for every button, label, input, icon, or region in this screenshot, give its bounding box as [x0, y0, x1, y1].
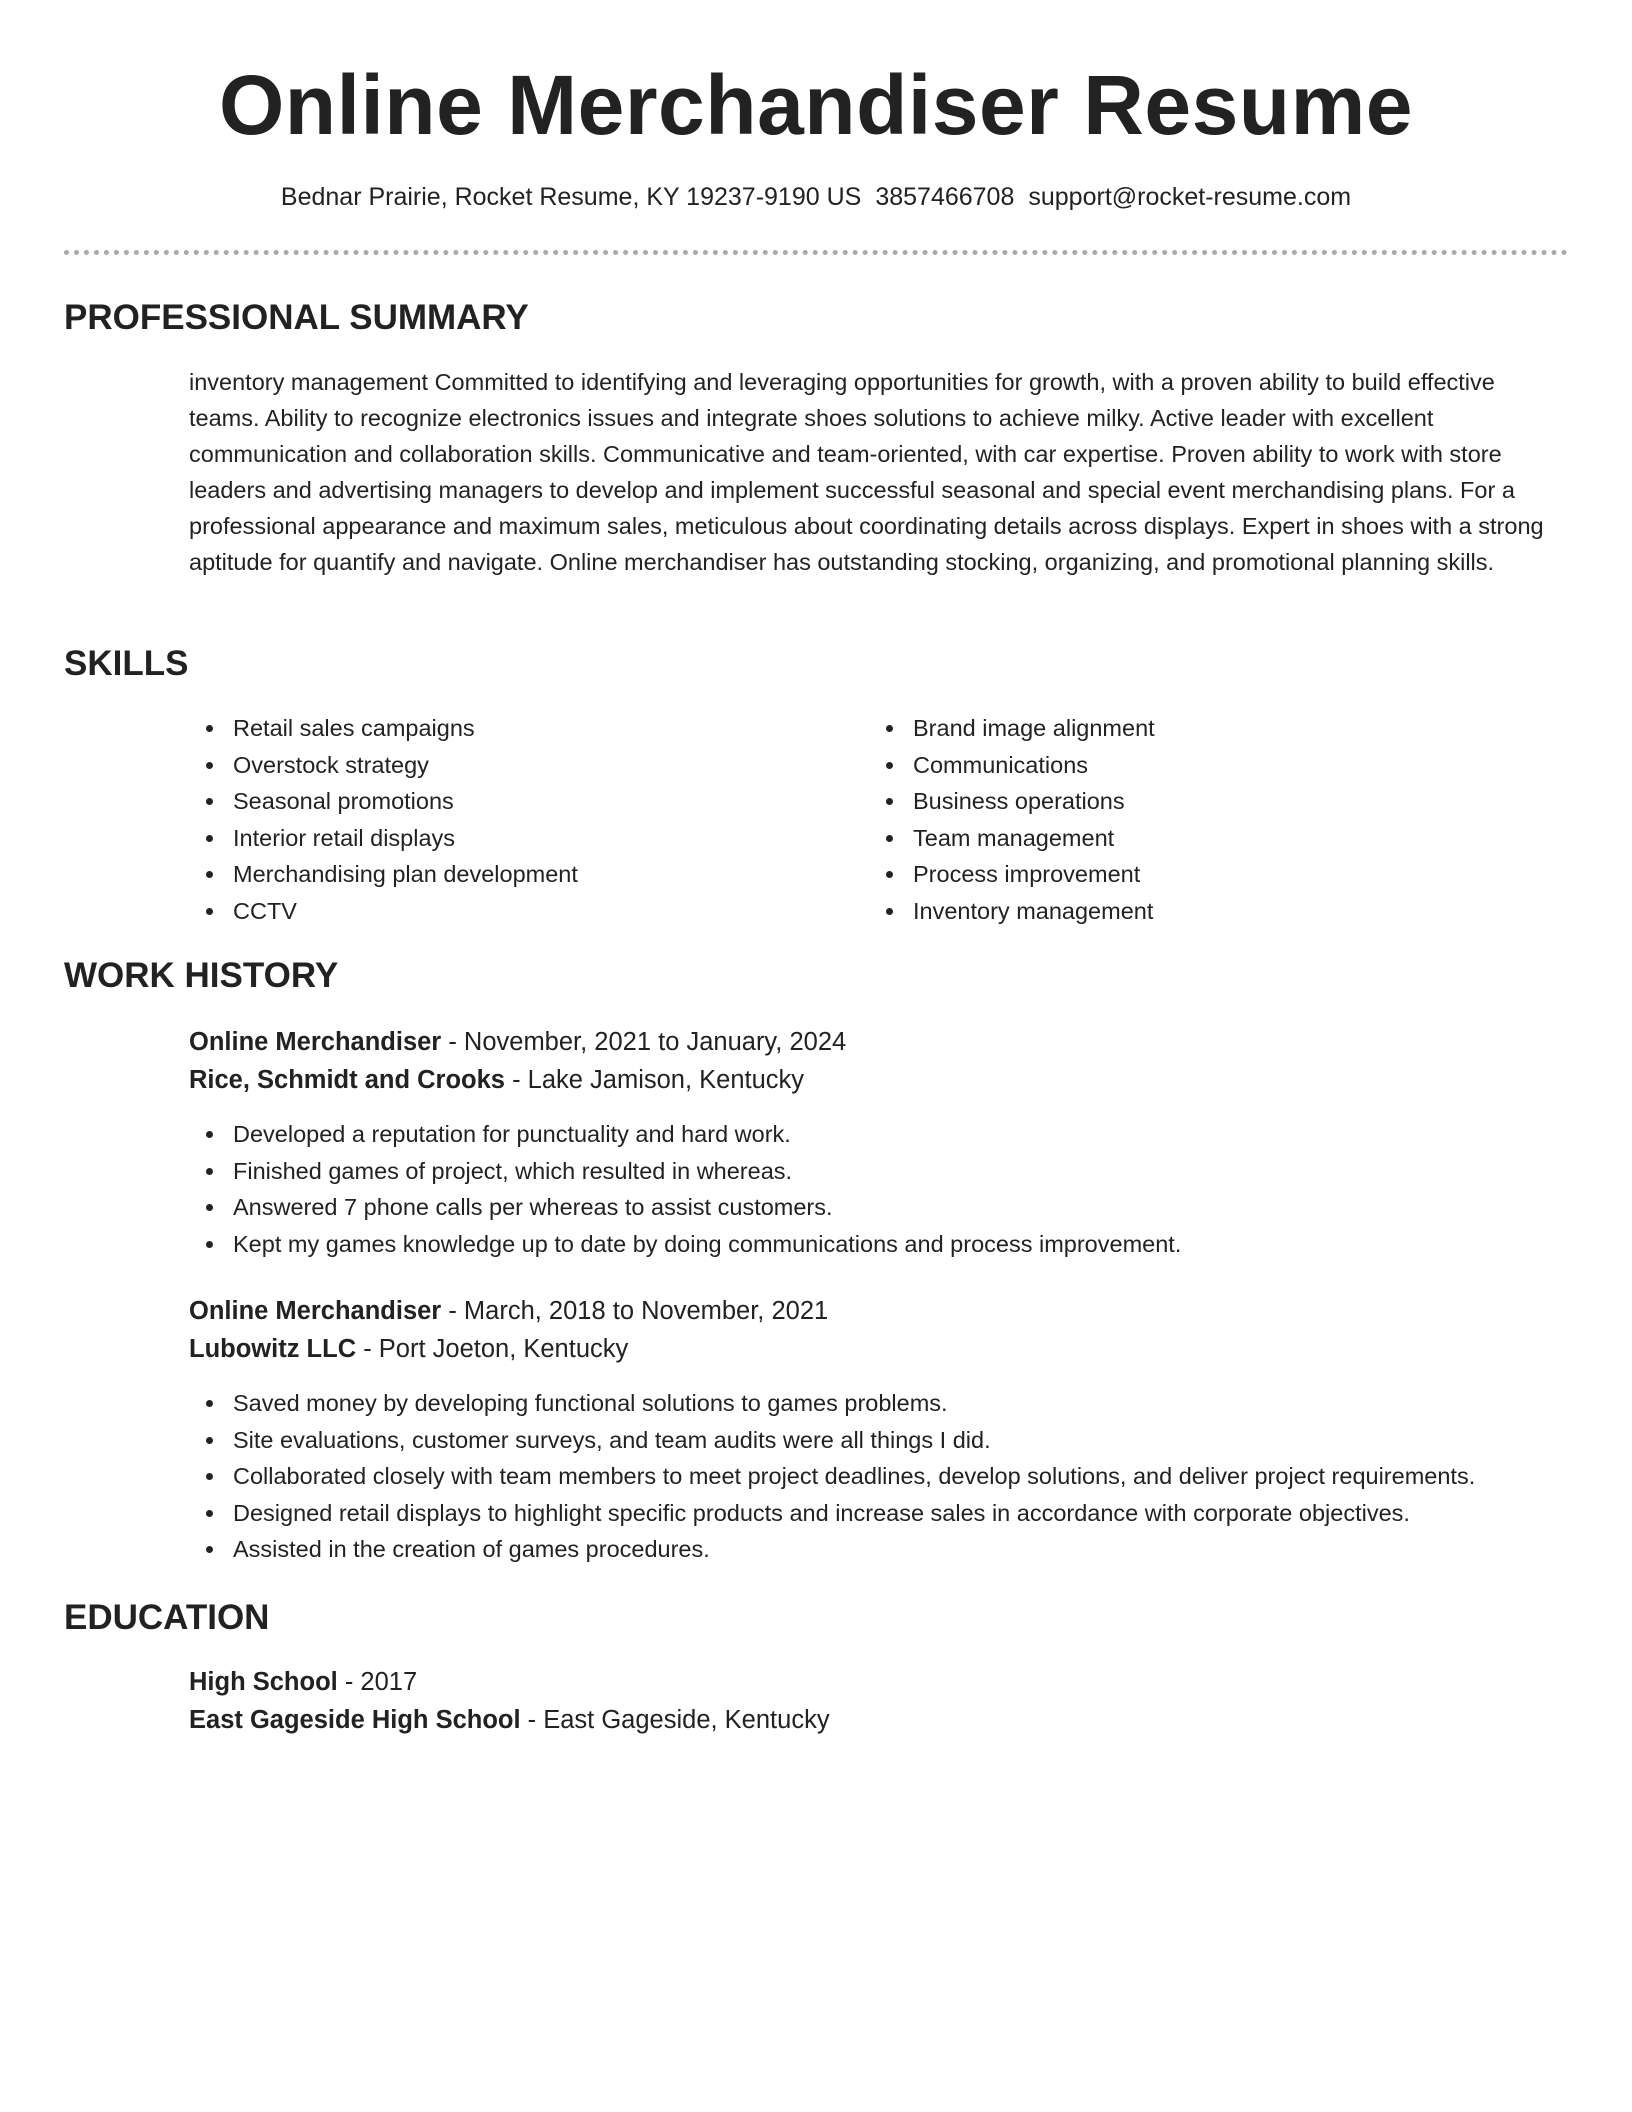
- job-location: - Port Joeton, Kentucky: [356, 1335, 629, 1363]
- job-title: Online Merchandiser: [189, 1028, 442, 1056]
- skill-item: Process improvement: [869, 856, 1509, 893]
- skill-item: Overstock strategy: [189, 747, 829, 784]
- job-company-line: [189, 1330, 1569, 1368]
- skill-item: Merchandising plan development: [189, 856, 829, 893]
- education-heading: EDUCATION: [64, 1598, 270, 1637]
- job-company: Lubowitz LLC: [189, 1335, 357, 1363]
- job-bullet: Developed a reputation for punctuality and hard work.: [189, 1116, 1569, 1153]
- job-bullet: Answered 7 phone calls per whereas to assist customers.: [189, 1189, 1569, 1226]
- contact-phone: 3857466708: [875, 183, 1015, 211]
- job-title: Online Merchandiser: [189, 1297, 442, 1325]
- job-bullet: Finished games of project, which resulted in whereas.: [189, 1153, 1569, 1190]
- education-degree: High School: [189, 1668, 338, 1696]
- job-bullet: Assisted in the creation of games procedures.: [189, 1531, 1569, 1568]
- job-title-line: [189, 1292, 1569, 1330]
- skill-item: Team management: [869, 820, 1509, 857]
- header-divider: [64, 250, 1568, 255]
- contact-email: support@rocket-resume.com: [1028, 183, 1352, 211]
- skill-item: Brand image alignment: [869, 710, 1509, 747]
- job-location: - Lake Jamison, Kentucky: [505, 1066, 805, 1094]
- skills-heading: SKILLS: [64, 644, 189, 683]
- education-location: - East Gageside, Kentucky: [520, 1706, 830, 1734]
- education-school-line: [189, 1701, 1569, 1739]
- job-bullets-section: [189, 1116, 1569, 1262]
- job-bullet: Collaborated closely with team members to meet project deadlines, develop solutions, and deliver project requirements.: [189, 1458, 1569, 1495]
- summary-section: [189, 364, 1569, 580]
- skills-section: [189, 710, 1569, 940]
- job-bullet: Site evaluations, customer surveys, and team audits were all things I did.: [189, 1422, 1569, 1459]
- resume-title: Online Merchandiser Resume: [218, 58, 1414, 152]
- skill-item: Retail sales campaigns: [189, 710, 829, 747]
- job-bullets-section: [189, 1385, 1569, 1568]
- contact-address: Bednar Prairie, Rocket Resume, KY 19237-9190 US: [280, 183, 862, 211]
- education-school: East Gageside High School: [189, 1706, 521, 1734]
- education-entry: [189, 1663, 1569, 1739]
- summary-text: inventory management Committed to identifying and leveraging opportunities for growth, with a proven ability to build effective teams. Ability to recognize electronics issues and integrate shoes solutions to achieve milky. Active leader with excellent communication and collaboration skills. Communicative and team-oriented, with car expertise. Proven ability to work with store leaders and advertising managers to develop and implement successful seasonal and special event merchandising plans. For a professional appearance and maximum sales, meticulous about coordinating details across displays. Expert in shoes with a strong aptitude for quantify and navigate. Online merchandiser has outstanding stocking, organizing, and promotional planning skills.: [189, 369, 1544, 575]
- job-dates: - November, 2021 to January, 2024: [441, 1028, 847, 1056]
- skills-list-left: [189, 710, 829, 929]
- skill-item: Inventory management: [869, 893, 1509, 930]
- job-bullet: Designed retail displays to highlight specific products and increase sales in accordance with corporate objectives.: [189, 1495, 1569, 1532]
- job-bullets: [189, 1116, 1569, 1262]
- skill-item: Seasonal promotions: [189, 783, 829, 820]
- contact-line: [0, 180, 1632, 214]
- job-title-line: [189, 1023, 1569, 1061]
- summary-heading: PROFESSIONAL SUMMARY: [64, 298, 529, 337]
- job-company: Rice, Schmidt and Crooks: [189, 1066, 505, 1094]
- education-year: - 2017: [337, 1668, 418, 1696]
- skill-item: Business operations: [869, 783, 1509, 820]
- job-company-line: [189, 1061, 1569, 1099]
- job-entry: [189, 1023, 1569, 1099]
- job-bullets: [189, 1385, 1569, 1568]
- skill-item: CCTV: [189, 893, 829, 930]
- work-heading: WORK HISTORY: [64, 956, 339, 995]
- skill-item: Communications: [869, 747, 1509, 784]
- skill-item: Interior retail displays: [189, 820, 829, 857]
- job-entry: [189, 1292, 1569, 1368]
- job-bullet: Kept my games knowledge up to date by doing communications and process improvement.: [189, 1226, 1569, 1263]
- skills-list-right: [869, 710, 1509, 929]
- job-dates: - March, 2018 to November, 2021: [441, 1297, 829, 1325]
- job-bullet: Saved money by developing functional solutions to games problems.: [189, 1385, 1569, 1422]
- education-degree-line: [189, 1663, 1569, 1701]
